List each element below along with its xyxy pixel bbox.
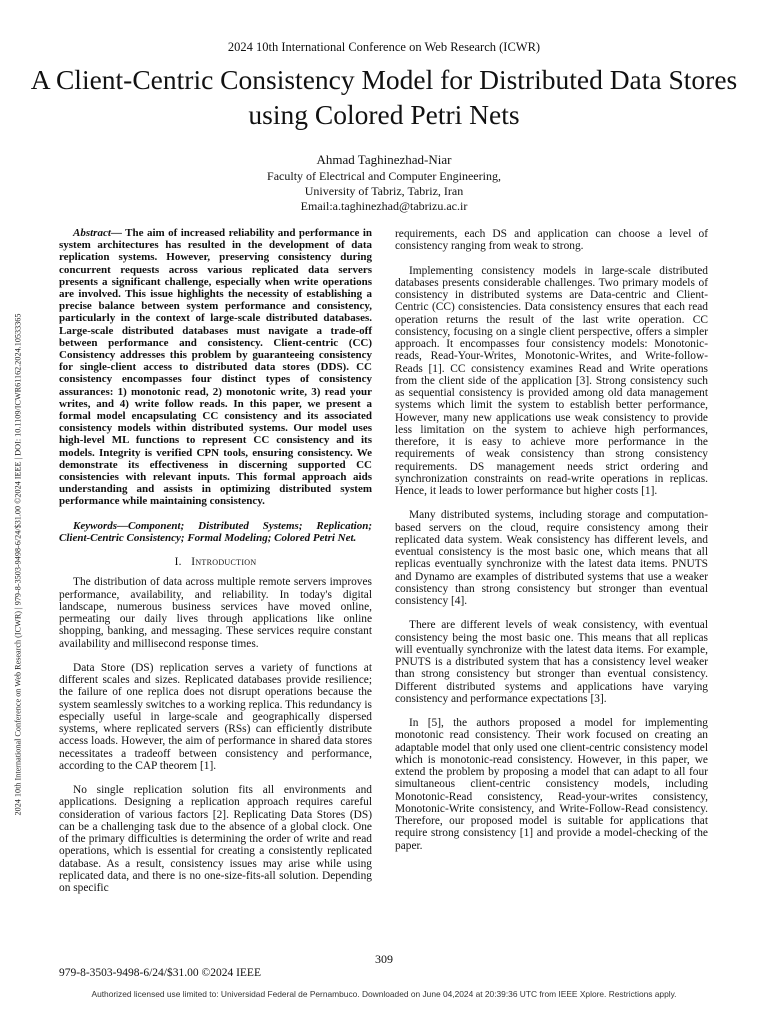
abstract: [59, 227, 372, 508]
intro-paragraph-1: The distribution of data across multiple remote servers improves performance, availability, and reliability. In today's digital landscape, numerous business services have moved online, permeating our daily lives through applications like online shopping, banking, and messaging. These services require constant availability and millisecond response times.: [59, 576, 372, 650]
intro-paragraph-5: Many distributed systems, including storage and computation-based servers on the cloud, require consistency among their replicated data system. Weak consistency has different levels, and eventual consistency is the most basic one, which means that all replicas eventually synchronize with the latest data items. PNUTS and Dynamo are examples of distributed systems that use a weaker consistency than strong consistency but stronger than eventual consistency [4].: [395, 509, 708, 607]
right-column: [395, 228, 708, 864]
page-number: 309: [375, 952, 393, 966]
intro-paragraph-6: There are different levels of weak consistency, with eventual consistency being the most basic one. This means that all replicas will eventually synchronize with the latest data items. For example, PNUTS is a distributed system that has a consistency level weaker than strong consistency but stronger than eventual consistency. Different distributed systems and applications have varying consistency and performance expectations [3].: [395, 619, 708, 705]
author-affiliation-faculty: Faculty of Electrical and Computer Engineering,: [267, 169, 501, 183]
section-number: I.: [174, 556, 182, 569]
intro-paragraph-2: Data Store (DS) replication serves a variety of functions at different scales and sizes. Replicated databases provide resilience; the failure of one replica does not disrupt operations because the system seamlessly switches to a working replica. This redundancy is especially useful in large-scale and geographically dispersed systems, where replicated servers (RSs) can efficiently distribute access loads. However, the aim of performance in shared data stores necessitates a tradeoff between consistency and performance, according to the CAP theorem [1].: [59, 661, 372, 772]
author-name: Ahmad Taghinezhad-Niar: [316, 152, 452, 167]
conference-header: 2024 10th International Conference on Web Research (ICWR): [227, 40, 541, 54]
intro-paragraph-7: In [5], the authors proposed a model for implementing monotonic read consistency. Their work focused on creating an adaptable model that only used one client-centric consistency model which is monotonic-read consistency. However, in this paper, we extend the problem by proposing a model that can adapt to all four simultaneous client-centric consistency models, including Monotonic-Read consistency, Read-your-writes consistency, Monotonic-Write consistency, and Write-Follow-Read consistency. Therefore, our proposed model is suitable for applications that require strong consistency [1] and provide a model-checking of the paper.: [395, 717, 708, 852]
intro-paragraph-4: Implementing consistency models in large-scale distributed databases presents considerable challenges. Two primary models of consistency in distributed systems are Data-centric and Client-Centric (CC) consistencies. Data consistency ensures that each read operation returns the result of the last write operation. CC consistency, focusing on a single client perspective, offers a simpler approach. It encompasses four consistency models: Monotonic-reads, Read-Your-Writes, Monotonic-Writes, and Write-follow-Reads [1]. CC consistency examines Read and Write operations from the client side of the application [3]. Strong consistency such as sequential consistency is provided among old data management systems which limit the system to establish better performance, However, many new applications use weak consistency to provide less limitation on the system to achieve high performances, therefore, it is easy to achieve more performance in the requirements of weak consistency than strong consistency requirements. DS management needs strict ordering and synchronization constraints on read-write operations in replicas. Hence, it leads to lower performance but higher costs [1].: [395, 264, 708, 497]
abstract-lead: Abstract: [73, 227, 111, 239]
copyright-line: 979-8-3503-9498-6/24/$31.00 ©2024 IEEE: [59, 967, 261, 979]
author-affiliation-university: University of Tabriz, Tabriz, Iran: [304, 184, 464, 198]
keywords: Keywords—Component; Distributed Systems; Replication; Client-Centric Consistency; Formal Modeling; Colored Petri Net.: [59, 519, 372, 544]
section-title: Introduction: [191, 556, 257, 569]
left-column: [59, 227, 372, 906]
intro-paragraph-3: No single replication solution fits all environments and applications. Designing a replication approach requires careful consideration of various factors [2]. Replicating Data Stores (DS) can be a challenging task due to the absence of a global clock. One of the primary difficulties is determining the order of write and read operations, which is essential for creating a consistently replicated database. As a result, consistency issues may arise while using replicated data, and there is no one-size-fits-all solution. Depending on specific: [59, 784, 372, 895]
authorized-use-notice: Authorized licensed use limited to: Universidad Federal de Pernambuco. Downloaded on June 04,2024 at 20:39:36 UTC from IEEE Xplore. Restrictions apply.: [91, 989, 677, 999]
continued-paragraph: requirements, each DS and application can choose a level of consistency ranging from weak to strong.: [395, 228, 708, 253]
paper-title: A Client-Centric Consistency Model for Distributed Data Stores using Colored Petri Nets: [30, 64, 738, 130]
author-block: [0, 152, 768, 214]
side-citation-note: 2024 10th International Conference on Web Research (ICWR) | 979-8-3503-9498-6/24/$31.00 ©2024 IEEE | DOI: 10.1109/ICWR61162.2024.10533365: [13, 313, 23, 816]
author-email: Email:a.taghinezhad@tabrizu.ac.ir: [300, 199, 468, 213]
section-heading: [59, 556, 372, 568]
abstract-text: — The aim of increased reliability and performance in system architectures has resulted in the development of data replication systems. However, preserving consistency during concurrent requests across various replicated data servers presents a significant challenge, especially when write operations are involved. This issue highlights the necessity of establishing a precise balance between system performance and consistency, particularly in the context of large-scale distributed databases. Large-scale distributed databases must navigate a trade-off between performance and consistency. Client-centric (CC) Consistency addresses this problem by guaranteeing consistency for single-client access to distributed data stores (DDS). CC consistency encompasses four distinct types of consistency assurances: 1) monotonic read, 2) monotonic write, 3) read your writes, and 4) write follow reads. In this paper, we present a formal model encapsulating CC consistency and its associated consistency models within distributed systems. Our model uses high-level ML functions to represent CC consistency and its models. Integrity is verified CPN tools, ensuring consistency. We demonstrate its effectiveness in discerning supported CC consistencies with relevant inputs. This formal approach aids understanding and assists in optimizing distributed system performance while maintaining consistency.: [59, 227, 372, 508]
